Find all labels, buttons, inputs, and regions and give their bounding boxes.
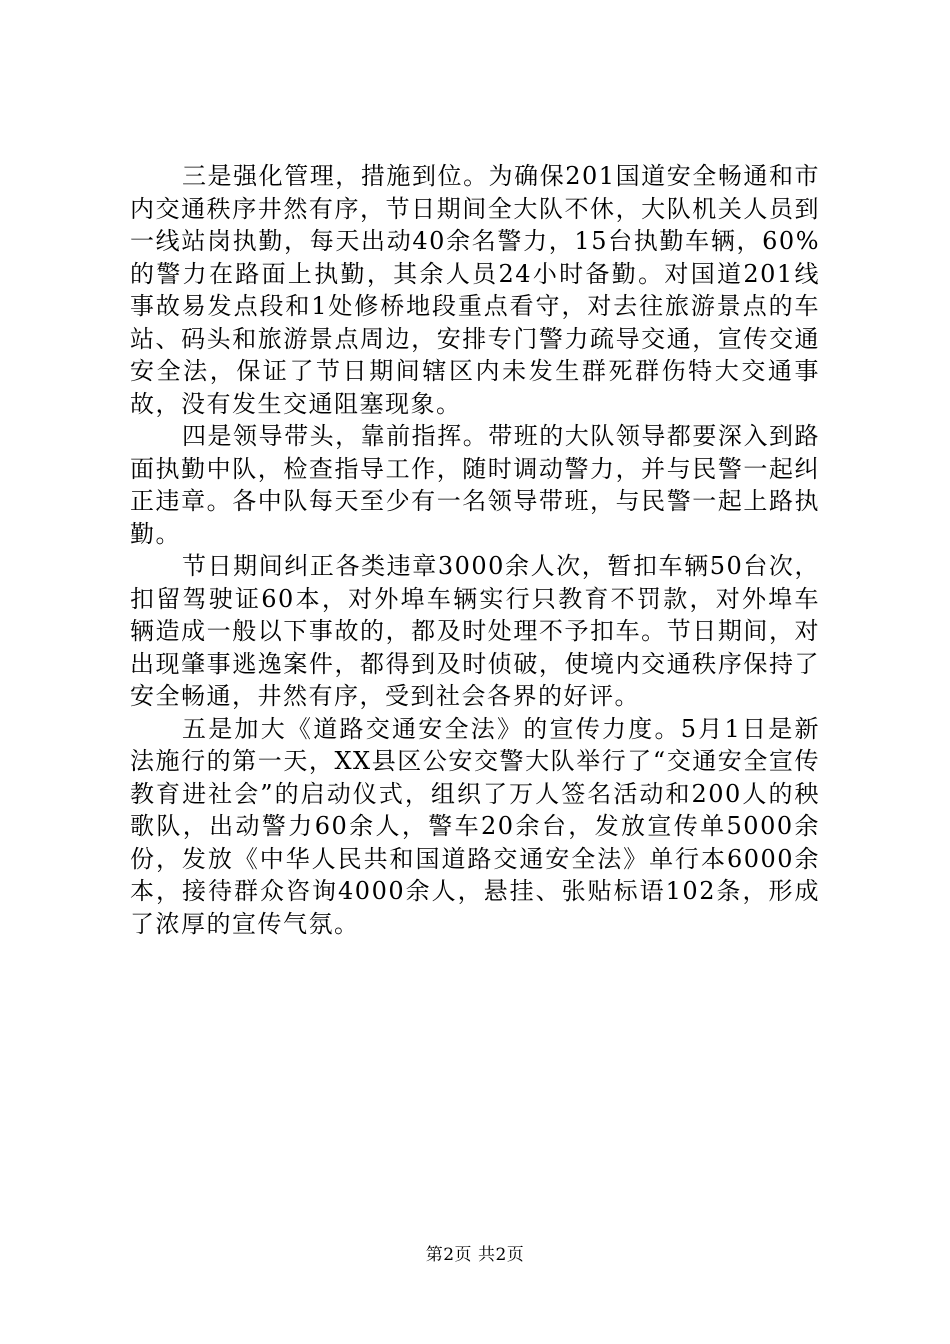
paragraph-3: 节日期间纠正各类违章3000余人次，暂扣车辆50台次，扣留驾驶证60本，对外埠车辆实行只教育不罚款，对外埠车辆造成一般以下事故的，都及时处理不予扣车。节日期间，对出现肇事逃逸案件，都得到及时侦破，使境内交通秩序保持了安全畅通，井然有序，受到社会各界的好评。	[130, 552, 820, 710]
paragraph-1: 三是强化管理，措施到位。为确保201国道安全畅通和市内交通秩序井然有序，节日期间全大队不休，大队机关人员到一线站岗执勤，每天出动40余名警力，15台执勤车辆，60%的警力在路面上执勤，其余人员24小时备勤。对国道201线事故易发点段和1处修桥地段重点看守，对去往旅游景点的车站、码头和旅游景点周边，安排专门警力疏导交通，宣传交通安全法，保证了节日期间辖区内未发生群死群伤特大交通事故，没有发生交通阻塞现象。	[130, 162, 820, 418]
page-number-footer: 第2页 共2页	[425, 1245, 525, 1265]
paragraph-4: 五是加大《道路交通安全法》的宣传力度。5月1日是新法施行的第一天，XX县区公安交警大队举行了“交通安全宣传教育进社会”的启动仪式，组织了万人签名活动和200人的秧歌队，出动警力60余人，警车20余台，发放宣传单5000余份，发放《中华人民共和国道路交通安全法》单行本6000余本，接待群众咨询4000余人，悬挂、张贴标语102条，形成了浓厚的宣传气氛。	[130, 714, 820, 938]
paragraph-2: 四是领导带头，靠前指挥。带班的大队领导都要深入到路面执勤中队，检查指导工作，随时调动警力，并与民警一起纠正违章。各中队每天至少有一名领导带班，与民警一起上路执勤。	[130, 422, 820, 548]
document-body	[130, 160, 820, 940]
